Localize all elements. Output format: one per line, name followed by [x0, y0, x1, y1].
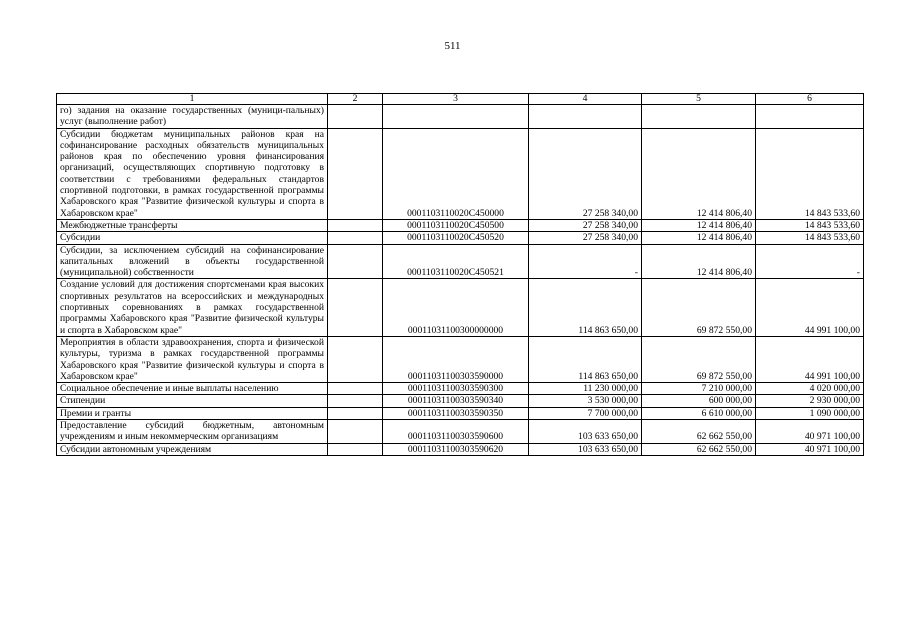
table-row [57, 244, 864, 279]
table-row [57, 105, 864, 129]
item-name-cell: Субсидии бюджетам муниципальных районов края на софинансирование расходных обязательств муниципальных районов края по обеспечению уровня финансирования организаций, осуществляющих спортивную подготовку в соответствии с требованиями федеральных стандартов спортивной подготовки, в рамках государственной программы Хабаровского края "Развитие физической культуры и спорта в Хабаровском крае" [57, 128, 328, 219]
column-header-6: 6 [756, 94, 864, 105]
col2-cell [328, 232, 383, 244]
amount-col4-cell: 27 258 340,00 [529, 128, 642, 219]
item-name-cell: Субсидии автономным учреждениям [57, 443, 328, 455]
classification-code-cell: 0001103110020C450520 [383, 232, 529, 244]
col2-cell [328, 420, 383, 444]
amount-col5-cell: 600 000,00 [642, 395, 756, 407]
table-row [57, 383, 864, 395]
amount-col6-cell: 44 991 100,00 [756, 279, 864, 336]
item-name-cell: Субсидии, за исключением субсидий на софинансирование капитальных вложений в объекты государственной (муниципальной) собственности [57, 244, 328, 279]
table-row [57, 407, 864, 419]
amount-col4-cell: 27 258 340,00 [529, 219, 642, 231]
col2-cell [328, 443, 383, 455]
amount-col6-cell: 14 843 533,60 [756, 128, 864, 219]
amount-col6-cell: 44 991 100,00 [756, 336, 864, 382]
amount-col5-cell: 12 414 806,40 [642, 219, 756, 231]
amount-col4-cell: 114 863 650,00 [529, 279, 642, 336]
amount-col5-cell: 69 872 550,00 [642, 279, 756, 336]
amount-col6-cell: 4 020 000,00 [756, 383, 864, 395]
item-name-cell: Межбюджетные трансферты [57, 219, 328, 231]
column-header-1: 1 [57, 94, 328, 105]
amount-col4-cell: 103 633 650,00 [529, 443, 642, 455]
table-row [57, 128, 864, 219]
column-header-4: 4 [529, 94, 642, 105]
table-row [57, 420, 864, 444]
classification-code-cell: 0001103110020C450521 [383, 244, 529, 279]
item-name-cell: Стипендии [57, 395, 328, 407]
amount-col4-cell: 27 258 340,00 [529, 232, 642, 244]
amount-col5-cell [642, 105, 756, 129]
col2-cell [328, 105, 383, 129]
classification-code-cell: 00011031100303590000 [383, 336, 529, 382]
amount-col5-cell: 12 414 806,40 [642, 128, 756, 219]
amount-col5-cell: 62 662 550,00 [642, 420, 756, 444]
item-name-cell: Премии и гранты [57, 407, 328, 419]
column-header-2: 2 [328, 94, 383, 105]
amount-col4-cell: 114 863 650,00 [529, 336, 642, 382]
classification-code-cell: 0001103110020C450000 [383, 128, 529, 219]
classification-code-cell: 00011031100300000000 [383, 279, 529, 336]
item-name-cell: Мероприятия в области здравоохранения, спорта и физической культуры, туризма в рамках государственной программы Хабаровского края "Развитие физической культуры и спорта в Хабаровском крае" [57, 336, 328, 382]
item-name-cell: го) задания на оказание государственных (муници-пальных) услуг (выполнение работ) [57, 105, 328, 129]
amount-col5-cell: 12 414 806,40 [642, 244, 756, 279]
amount-col4-cell: 3 530 000,00 [529, 395, 642, 407]
amount-col4-cell [529, 105, 642, 129]
budget-table [56, 93, 864, 456]
amount-col6-cell: 2 930 000,00 [756, 395, 864, 407]
table-row [57, 232, 864, 244]
classification-code-cell: 00011031100303590300 [383, 383, 529, 395]
classification-code-cell: 00011031100303590340 [383, 395, 529, 407]
amount-col5-cell: 6 610 000,00 [642, 407, 756, 419]
item-name-cell: Субсидии [57, 232, 328, 244]
col2-cell [328, 336, 383, 382]
classification-code-cell: 00011031100303590620 [383, 443, 529, 455]
classification-code-cell: 0001103110020C450500 [383, 219, 529, 231]
amount-col6-cell [756, 105, 864, 129]
header-row [57, 94, 864, 105]
col2-cell [328, 279, 383, 336]
item-name-cell: Социальное обеспечение и иные выплаты населению [57, 383, 328, 395]
amount-col6-cell: 14 843 533,60 [756, 219, 864, 231]
table-row [57, 279, 864, 336]
item-name-cell: Создание условий для достижения спортсменами края высоких спортивных результатов на всероссийских и международных спортивных соревнованиях в рамках государственной программы Хабаровского края "Развитие физической культуры и спорта в Хабаровском крае" [57, 279, 328, 336]
classification-code-cell: 00011031100303590350 [383, 407, 529, 419]
amount-col6-cell: 40 971 100,00 [756, 443, 864, 455]
classification-code-cell: 00011031100303590600 [383, 420, 529, 444]
table-row [57, 443, 864, 455]
amount-col4-cell: 7 700 000,00 [529, 407, 642, 419]
column-header-3: 3 [383, 94, 529, 105]
column-header-5: 5 [642, 94, 756, 105]
amount-col6-cell: 1 090 000,00 [756, 407, 864, 419]
item-name-cell: Предоставление субсидий бюджетным, автономным учреждениям и иным некоммерческим организациям [57, 420, 328, 444]
amount-col5-cell: 7 210 000,00 [642, 383, 756, 395]
amount-col4-cell: 11 230 000,00 [529, 383, 642, 395]
amount-col4-cell: 103 633 650,00 [529, 420, 642, 444]
amount-col6-cell: - [756, 244, 864, 279]
col2-cell [328, 407, 383, 419]
table-row [57, 395, 864, 407]
amount-col5-cell: 69 872 550,00 [642, 336, 756, 382]
table-row [57, 219, 864, 231]
page-number: 511 [444, 40, 461, 52]
col2-cell [328, 244, 383, 279]
amount-col6-cell: 40 971 100,00 [756, 420, 864, 444]
table-row [57, 336, 864, 382]
col2-cell [328, 383, 383, 395]
table-body [57, 105, 864, 456]
amount-col5-cell: 62 662 550,00 [642, 443, 756, 455]
amount-col5-cell: 12 414 806,40 [642, 232, 756, 244]
amount-col4-cell: - [529, 244, 642, 279]
table-header [57, 94, 864, 105]
amount-col6-cell: 14 843 533,60 [756, 232, 864, 244]
col2-cell [328, 128, 383, 219]
classification-code-cell [383, 105, 529, 129]
col2-cell [328, 219, 383, 231]
col2-cell [328, 395, 383, 407]
